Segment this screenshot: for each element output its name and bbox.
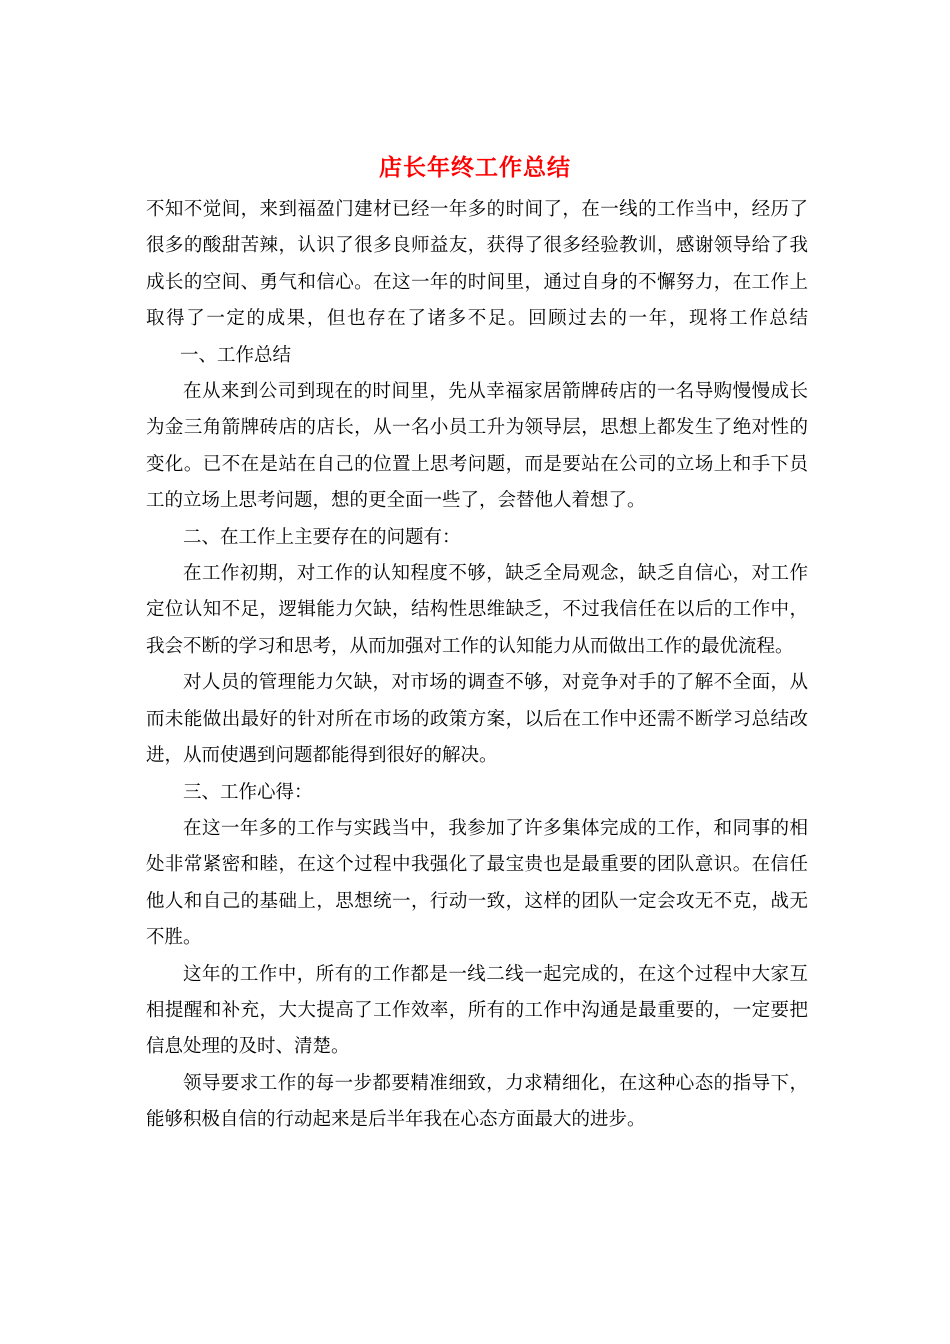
document-body bbox=[146, 192, 808, 1139]
experience-paragraph-3: 领导要求工作的每一步都要精准细致，力求精细化，在这种心态的指导下，能够积极自信的行动起来是后半年我在心态方面最大的进步。 bbox=[146, 1072, 808, 1131]
section-heading-work-summary: 一、工作总结 bbox=[180, 344, 292, 366]
problems-paragraph-1: 在工作初期，对工作的认知程度不够，缺乏全局观念，缺乏自信心，对工作定位认知不足，逻辑能力欠缺，结构性思维缺乏，不过我信任在以后的工作中，我会不断的学习和思考，从而加强对工作的认知能力从而做出工作的最优流程。 bbox=[146, 563, 808, 657]
experience-paragraph-2: 这年的工作中，所有的工作都是一线二线一起完成的，在这个过程中大家互相提醒和补充，大大提高了工作效率，所有的工作中沟通是最重要的，一定要把信息处理的及时、清楚。 bbox=[146, 963, 808, 1058]
section-heading-problems: 二、在工作上主要存在的问题有： bbox=[183, 526, 461, 548]
intro-text: 不知不觉间，来到福盈门建材已经一年多的时间了，在一线的工作当中，经历了很多的酸甜苦辣，认识了很多良师益友，获得了很多经验教训，感谢领导给了我成长的空间、勇气和信心。在这一年的时间里，通过自身的不懈努力，在工作上取得了一定的成果，但也存在了诸多不足。回顾过去的一年，现将工作总结 bbox=[146, 199, 808, 330]
document-title: 店长年终工作总结 bbox=[379, 154, 571, 181]
intro-paragraph bbox=[146, 192, 808, 374]
problems-paragraph-2: 对人员的管理能力欠缺，对市场的调查不够，对竞争对手的了解不全面，从而未能做出最好的针对所在市场的政策方案，以后在工作中还需不断学习总结改进，从而使遇到问题都能得到很好的解决。 bbox=[146, 672, 808, 767]
section-heading-experience: 三、工作心得： bbox=[183, 781, 313, 803]
experience-paragraph-1: 在这一年多的工作与实践当中，我参加了许多集体完成的工作，和同事的相处非常紧密和睦，在这个过程中我强化了最宝贵也是最重要的团队意识。在信任他人和自己的基础上，思想统一，行动一致，这样的团队一定会攻无不克，战无不胜。 bbox=[146, 817, 808, 949]
work-summary-paragraph: 在从来到公司到现在的时间里，先从幸福家居箭牌砖店的一名导购慢慢成长为金三角箭牌砖店的店长，从一名小员工升为领导层，思想上都发生了绝对性的变化。已不在是站在自己的位置上思考问题，而是要站在公司的立场上和手下员工的立场上思考问题，想的更全面一些了，会替他人着想了。 bbox=[146, 381, 808, 512]
